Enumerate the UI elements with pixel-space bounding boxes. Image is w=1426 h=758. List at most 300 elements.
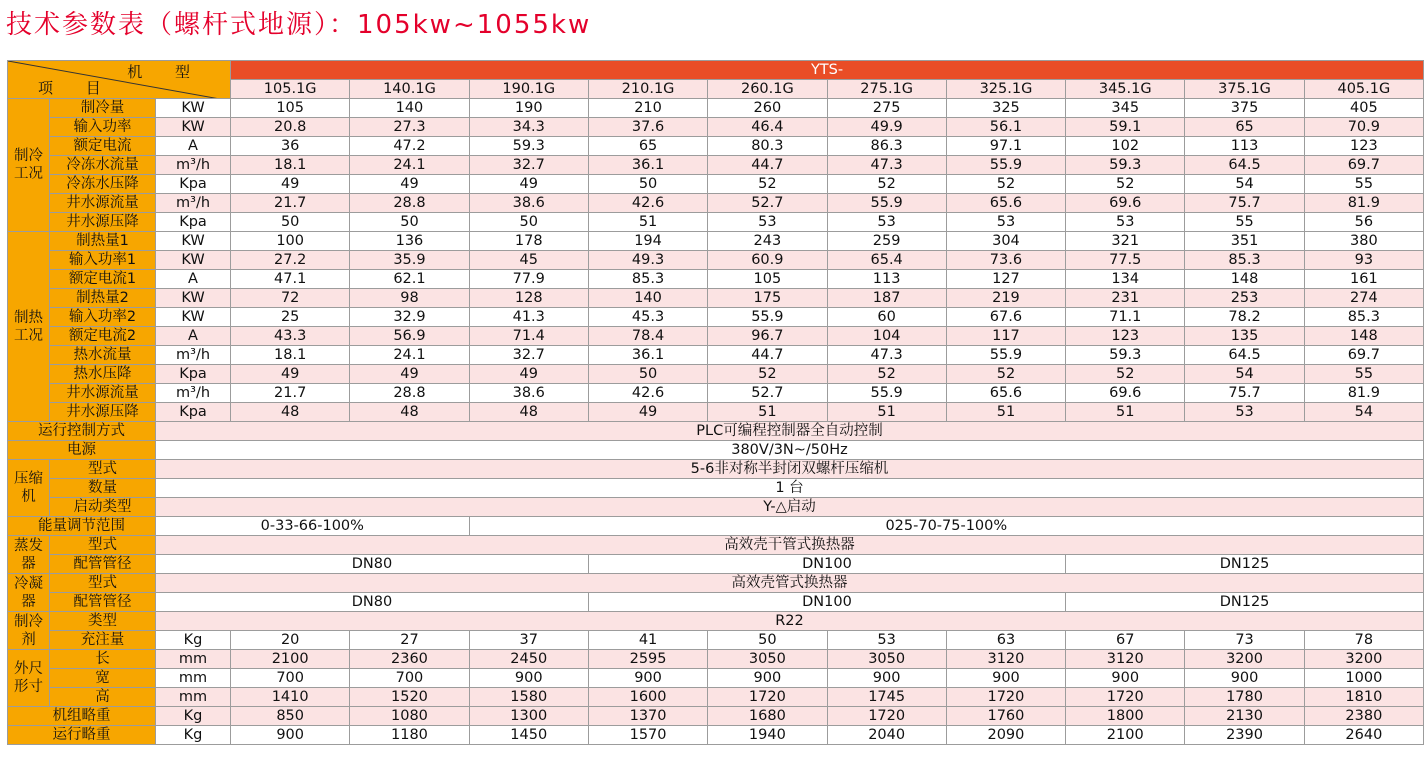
value-cell: 274: [1304, 289, 1423, 308]
unit-cell: A: [156, 327, 231, 346]
table-row: [8, 726, 1424, 745]
value-cell: 52: [827, 365, 946, 384]
value-cell: 50: [350, 213, 469, 232]
table-row: [8, 99, 1424, 118]
value-cell: 113: [827, 270, 946, 289]
value-cell: 65: [1185, 118, 1304, 137]
value-cell: 53: [1066, 213, 1185, 232]
value-cell: 64.5: [1185, 346, 1304, 365]
value-cell: 71.1: [1066, 308, 1185, 327]
value-cell: 2100: [231, 650, 350, 669]
value-cell: 37.6: [588, 118, 707, 137]
table-row: [8, 346, 1424, 365]
value-cell: 900: [827, 669, 946, 688]
value-cell: 127: [946, 270, 1065, 289]
value-cell: 1370: [588, 707, 707, 726]
value-cell: 50: [588, 175, 707, 194]
value-cell: 2130: [1185, 707, 1304, 726]
value-cell: 59.3: [1066, 156, 1185, 175]
condenser-type: 高效壳管式换热器: [156, 574, 1424, 593]
table-row: [8, 460, 1424, 479]
unit-cell: Kg: [156, 631, 231, 650]
table-row: [8, 612, 1424, 631]
pipe-dn100: DN100: [588, 593, 1065, 612]
value-cell: 345: [1066, 99, 1185, 118]
value-cell: 900: [469, 669, 588, 688]
value-cell: 52: [946, 175, 1065, 194]
table-row: [8, 403, 1424, 422]
value-cell: 81.9: [1304, 384, 1423, 403]
value-cell: 178: [469, 232, 588, 251]
value-cell: 51: [588, 213, 707, 232]
value-cell: 194: [588, 232, 707, 251]
table-row: [8, 422, 1424, 441]
value-cell: 1720: [827, 707, 946, 726]
value-cell: 3120: [946, 650, 1065, 669]
unit-cell: KW: [156, 251, 231, 270]
unit-cell: Kpa: [156, 403, 231, 422]
row-label: 启动类型: [50, 498, 156, 517]
unit-cell: A: [156, 137, 231, 156]
row-label: 额定电流2: [50, 327, 156, 346]
power-value: 380V/3N~/50Hz: [156, 441, 1424, 460]
table-row: [8, 118, 1424, 137]
table-row: [8, 232, 1424, 251]
value-cell: 36.1: [588, 156, 707, 175]
value-cell: 190: [469, 99, 588, 118]
value-cell: 49.9: [827, 118, 946, 137]
value-cell: 93: [1304, 251, 1423, 270]
value-cell: 243: [708, 232, 827, 251]
unit-cell: m³/h: [156, 346, 231, 365]
value-cell: 260: [708, 99, 827, 118]
row-label: 机组略重: [8, 707, 156, 726]
model-header: 325.1G: [946, 80, 1065, 99]
value-cell: 2380: [1304, 707, 1423, 726]
value-cell: 54: [1185, 365, 1304, 384]
value-cell: 73.6: [946, 251, 1065, 270]
row-label: 数量: [50, 479, 156, 498]
value-cell: 49: [469, 175, 588, 194]
value-cell: 51: [827, 403, 946, 422]
unit-cell: mm: [156, 650, 231, 669]
table-row: [8, 137, 1424, 156]
value-cell: 32.7: [469, 156, 588, 175]
value-cell: 1745: [827, 688, 946, 707]
table-row: [8, 441, 1424, 460]
value-cell: 56.9: [350, 327, 469, 346]
value-cell: 52: [1066, 365, 1185, 384]
table-row: [8, 270, 1424, 289]
value-cell: 47.3: [827, 346, 946, 365]
value-cell: 1180: [350, 726, 469, 745]
value-cell: 900: [231, 726, 350, 745]
value-cell: 65.4: [827, 251, 946, 270]
value-cell: 44.7: [708, 156, 827, 175]
value-cell: 96.7: [708, 327, 827, 346]
table-row: [8, 289, 1424, 308]
value-cell: 52: [946, 365, 1065, 384]
value-cell: 69.7: [1304, 156, 1423, 175]
pipe-dn80: DN80: [156, 593, 589, 612]
value-cell: 62.1: [350, 270, 469, 289]
value-cell: 3200: [1304, 650, 1423, 669]
value-cell: 55: [1304, 175, 1423, 194]
value-cell: 49.3: [588, 251, 707, 270]
row-label: 热水流量: [50, 346, 156, 365]
table-row: [8, 61, 1424, 80]
value-cell: 113: [1185, 137, 1304, 156]
capacity-value-a: 0-33-66-100%: [156, 517, 470, 536]
table-row: [8, 175, 1424, 194]
value-cell: 77.5: [1066, 251, 1185, 270]
value-cell: 52.7: [708, 194, 827, 213]
value-cell: 1720: [708, 688, 827, 707]
group-cooling: 制冷工况: [8, 99, 50, 232]
value-cell: 85.3: [1185, 251, 1304, 270]
value-cell: 51: [1066, 403, 1185, 422]
table-row: [8, 479, 1424, 498]
value-cell: 85.3: [1304, 308, 1423, 327]
row-label: 制冷量: [50, 99, 156, 118]
value-cell: 253: [1185, 289, 1304, 308]
row-label: 井水源压降: [50, 213, 156, 232]
value-cell: 405: [1304, 99, 1423, 118]
group-evaporator: 蒸发器: [8, 536, 50, 574]
table-row: [8, 308, 1424, 327]
row-label: 宽: [50, 669, 156, 688]
value-cell: 50: [708, 631, 827, 650]
group-heating: 制热工况: [8, 232, 50, 422]
unit-cell: Kpa: [156, 365, 231, 384]
row-label: 能量调节范围: [8, 517, 156, 536]
corner-header: [8, 61, 231, 99]
capacity-value-b: 025-70-75-100%: [469, 517, 1423, 536]
value-cell: 53: [827, 213, 946, 232]
table-row: [8, 194, 1424, 213]
value-cell: 60: [827, 308, 946, 327]
value-cell: 24.1: [350, 346, 469, 365]
value-cell: 60.9: [708, 251, 827, 270]
row-label: 井水源流量: [50, 384, 156, 403]
row-label: 型式: [50, 536, 156, 555]
value-cell: 53: [1185, 403, 1304, 422]
value-cell: 1780: [1185, 688, 1304, 707]
table-row: [8, 536, 1424, 555]
table-row: [8, 574, 1424, 593]
value-cell: 259: [827, 232, 946, 251]
compressor-value: 5-6非对称半封闭双螺杆压缩机: [156, 460, 1424, 479]
value-cell: 36.1: [588, 346, 707, 365]
value-cell: 53: [946, 213, 1065, 232]
value-cell: 1800: [1066, 707, 1185, 726]
value-cell: 59.3: [469, 137, 588, 156]
value-cell: 128: [469, 289, 588, 308]
spec-table: [7, 60, 1424, 745]
value-cell: 21.7: [231, 384, 350, 403]
value-cell: 59.3: [1066, 346, 1185, 365]
value-cell: 18.1: [231, 346, 350, 365]
value-cell: 351: [1185, 232, 1304, 251]
value-cell: 52.7: [708, 384, 827, 403]
value-cell: 1580: [469, 688, 588, 707]
value-cell: 80.3: [708, 137, 827, 156]
value-cell: 850: [231, 707, 350, 726]
value-cell: 42.6: [588, 194, 707, 213]
model-header: 140.1G: [350, 80, 469, 99]
value-cell: 900: [946, 669, 1065, 688]
value-cell: 1720: [946, 688, 1065, 707]
table-row: [8, 688, 1424, 707]
table-row: [8, 555, 1424, 574]
model-header: 260.1G: [708, 80, 827, 99]
value-cell: 52: [708, 365, 827, 384]
value-cell: 55.9: [827, 384, 946, 403]
value-cell: 75.7: [1185, 384, 1304, 403]
value-cell: 64.5: [1185, 156, 1304, 175]
value-cell: 1760: [946, 707, 1065, 726]
row-label: 运行略重: [8, 726, 156, 745]
value-cell: 21.7: [231, 194, 350, 213]
value-cell: 27.2: [231, 251, 350, 270]
value-cell: 54: [1185, 175, 1304, 194]
value-cell: 49: [588, 403, 707, 422]
table-row: [8, 669, 1424, 688]
value-cell: 2090: [946, 726, 1065, 745]
row-label: 井水源流量: [50, 194, 156, 213]
compressor-value: 1 台: [156, 479, 1424, 498]
value-cell: 51: [946, 403, 1065, 422]
value-cell: 2360: [350, 650, 469, 669]
value-cell: 102: [1066, 137, 1185, 156]
row-label: 额定电流: [50, 137, 156, 156]
value-cell: 321: [1066, 232, 1185, 251]
value-cell: 51: [708, 403, 827, 422]
value-cell: 275: [827, 99, 946, 118]
row-label: 输入功率: [50, 118, 156, 137]
unit-cell: m³/h: [156, 194, 231, 213]
value-cell: 50: [588, 365, 707, 384]
corner-bottom-label: 项 目: [38, 79, 115, 97]
model-header: 375.1G: [1185, 80, 1304, 99]
value-cell: 375: [1185, 99, 1304, 118]
value-cell: 70.9: [1304, 118, 1423, 137]
value-cell: 45: [469, 251, 588, 270]
value-cell: 25: [231, 308, 350, 327]
pipe-dn80: DN80: [156, 555, 589, 574]
value-cell: 63: [946, 631, 1065, 650]
unit-cell: Kpa: [156, 213, 231, 232]
row-label: 型式: [50, 460, 156, 479]
row-label: 井水源压降: [50, 403, 156, 422]
row-label: 充注量: [50, 631, 156, 650]
model-header: 345.1G: [1066, 80, 1185, 99]
table-row: [8, 593, 1424, 612]
model-header: 190.1G: [469, 80, 588, 99]
value-cell: 1450: [469, 726, 588, 745]
value-cell: 38.6: [469, 194, 588, 213]
value-cell: 20.8: [231, 118, 350, 137]
value-cell: 72: [231, 289, 350, 308]
value-cell: 52: [708, 175, 827, 194]
value-cell: 18.1: [231, 156, 350, 175]
value-cell: 55.9: [946, 346, 1065, 365]
table-row: [8, 213, 1424, 232]
value-cell: 41: [588, 631, 707, 650]
value-cell: 69.6: [1066, 384, 1185, 403]
value-cell: 2450: [469, 650, 588, 669]
row-label: 额定电流1: [50, 270, 156, 289]
series-header: YTS-: [231, 61, 1424, 80]
value-cell: 104: [827, 327, 946, 346]
value-cell: 1680: [708, 707, 827, 726]
value-cell: 3200: [1185, 650, 1304, 669]
unit-cell: Kg: [156, 707, 231, 726]
value-cell: 34.3: [469, 118, 588, 137]
value-cell: 2040: [827, 726, 946, 745]
row-label: 类型: [50, 612, 156, 631]
row-label: 型式: [50, 574, 156, 593]
value-cell: 53: [827, 631, 946, 650]
unit-cell: KW: [156, 308, 231, 327]
value-cell: 78.2: [1185, 308, 1304, 327]
row-label: 冷冻水压降: [50, 175, 156, 194]
row-label: 运行控制方式: [8, 422, 156, 441]
value-cell: 123: [1304, 137, 1423, 156]
unit-cell: Kg: [156, 726, 231, 745]
value-cell: 134: [1066, 270, 1185, 289]
value-cell: 105: [231, 99, 350, 118]
value-cell: 136: [350, 232, 469, 251]
evaporator-type: 高效壳干管式换热器: [156, 536, 1424, 555]
group-refrigerant: 制冷剂: [8, 612, 50, 650]
table-row: [8, 384, 1424, 403]
value-cell: 49: [231, 175, 350, 194]
value-cell: 78.4: [588, 327, 707, 346]
row-label: 长: [50, 650, 156, 669]
corner-top-label: 机 型: [127, 63, 205, 81]
value-cell: 48: [350, 403, 469, 422]
unit-cell: m³/h: [156, 384, 231, 403]
value-cell: 900: [588, 669, 707, 688]
value-cell: 50: [231, 213, 350, 232]
value-cell: 55: [1304, 365, 1423, 384]
value-cell: 54: [1304, 403, 1423, 422]
unit-cell: Kpa: [156, 175, 231, 194]
value-cell: 1410: [231, 688, 350, 707]
value-cell: 67.6: [946, 308, 1065, 327]
value-cell: 187: [827, 289, 946, 308]
value-cell: 2595: [588, 650, 707, 669]
value-cell: 65: [588, 137, 707, 156]
value-cell: 2100: [1066, 726, 1185, 745]
refrigerant-type: R22: [156, 612, 1424, 631]
row-label: 高: [50, 688, 156, 707]
unit-cell: A: [156, 270, 231, 289]
value-cell: 3050: [708, 650, 827, 669]
value-cell: 52: [827, 175, 946, 194]
value-cell: 20: [231, 631, 350, 650]
value-cell: 41.3: [469, 308, 588, 327]
value-cell: 69.6: [1066, 194, 1185, 213]
table-row: [8, 498, 1424, 517]
row-label: 电源: [8, 441, 156, 460]
unit-cell: KW: [156, 232, 231, 251]
value-cell: 2390: [1185, 726, 1304, 745]
value-cell: 135: [1185, 327, 1304, 346]
value-cell: 59.1: [1066, 118, 1185, 137]
value-cell: 24.1: [350, 156, 469, 175]
value-cell: 81.9: [1304, 194, 1423, 213]
compressor-value: Y-△启动: [156, 498, 1424, 517]
value-cell: 65.6: [946, 194, 1065, 213]
table-row: [8, 156, 1424, 175]
group-condenser: 冷凝器: [8, 574, 50, 612]
value-cell: 69.7: [1304, 346, 1423, 365]
value-cell: 65.6: [946, 384, 1065, 403]
value-cell: 75.7: [1185, 194, 1304, 213]
value-cell: 97.1: [946, 137, 1065, 156]
value-cell: 123: [1066, 327, 1185, 346]
unit-cell: KW: [156, 118, 231, 137]
row-label: 制热量1: [50, 232, 156, 251]
value-cell: 325: [946, 99, 1065, 118]
value-cell: 46.4: [708, 118, 827, 137]
row-label: 冷冻水流量: [50, 156, 156, 175]
value-cell: 35.9: [350, 251, 469, 270]
value-cell: 105: [708, 270, 827, 289]
value-cell: 55.9: [827, 194, 946, 213]
value-cell: 304: [946, 232, 1065, 251]
value-cell: 37: [469, 631, 588, 650]
value-cell: 78: [1304, 631, 1423, 650]
value-cell: 49: [231, 365, 350, 384]
value-cell: 85.3: [588, 270, 707, 289]
value-cell: 32.7: [469, 346, 588, 365]
value-cell: 231: [1066, 289, 1185, 308]
value-cell: 1300: [469, 707, 588, 726]
value-cell: 3120: [1066, 650, 1185, 669]
unit-cell: m³/h: [156, 156, 231, 175]
table-row: [8, 707, 1424, 726]
value-cell: 210: [588, 99, 707, 118]
value-cell: 1810: [1304, 688, 1423, 707]
pipe-dn100: DN100: [588, 555, 1065, 574]
value-cell: 56: [1304, 213, 1423, 232]
control-value: PLC可编程控制器全自动控制: [156, 422, 1424, 441]
value-cell: 48: [231, 403, 350, 422]
table-row: [8, 631, 1424, 650]
value-cell: 161: [1304, 270, 1423, 289]
row-label: 输入功率2: [50, 308, 156, 327]
value-cell: 53: [708, 213, 827, 232]
value-cell: 28.8: [350, 194, 469, 213]
value-cell: 900: [1066, 669, 1185, 688]
value-cell: 700: [350, 669, 469, 688]
value-cell: 36: [231, 137, 350, 156]
value-cell: 56.1: [946, 118, 1065, 137]
value-cell: 71.4: [469, 327, 588, 346]
value-cell: 27.3: [350, 118, 469, 137]
pipe-dn125: DN125: [1066, 555, 1424, 574]
value-cell: 1080: [350, 707, 469, 726]
value-cell: 148: [1185, 270, 1304, 289]
value-cell: 42.6: [588, 384, 707, 403]
unit-cell: KW: [156, 99, 231, 118]
value-cell: 45.3: [588, 308, 707, 327]
value-cell: 219: [946, 289, 1065, 308]
value-cell: 49: [350, 365, 469, 384]
